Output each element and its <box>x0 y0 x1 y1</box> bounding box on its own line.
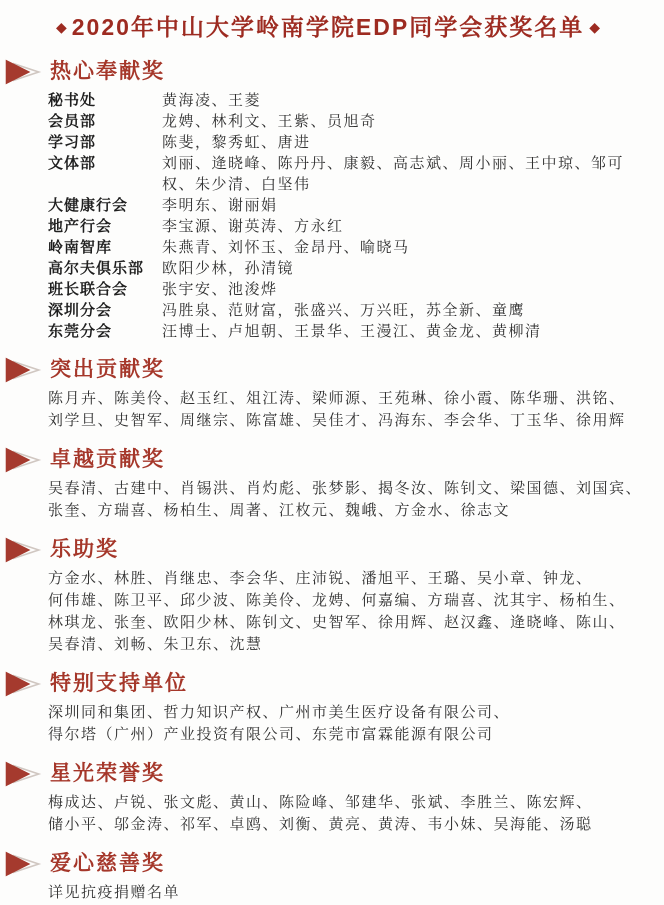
red-arrow-icon <box>0 58 46 86</box>
winner-names: 陈斐，黎秀虹、唐进 <box>162 134 311 151</box>
winner-names: 欧阳少林，孙清镜 <box>162 260 295 277</box>
red-arrow-icon <box>0 446 46 474</box>
winner-paragraph <box>0 388 656 432</box>
red-arrow-icon <box>0 356 46 384</box>
group-label: 高尔夫俱乐部 <box>48 260 145 277</box>
section-heading <box>0 760 656 788</box>
winner-names-line: 陈月卉、陈美伶、赵玉红、俎江涛、梁师源、王苑琳、徐小霞、陈华珊、洪铭、 <box>48 390 626 407</box>
section-title: 爱心慈善奖 <box>50 852 165 875</box>
award-row <box>48 321 656 342</box>
winner-names-line: 方金水、林胜、肖继忠、李会华、庄沛锐、潘旭平、王璐、吴小章、钟龙、 <box>48 570 593 587</box>
winner-names: 李明东、谢丽娟 <box>162 197 278 214</box>
section-title: 突出贡献奖 <box>50 358 165 381</box>
group-label: 地产行会 <box>48 218 113 235</box>
winner-names-line: 张奎、方瑞喜、杨柏生、周著、江枚元、魏峨、方金水、徐志文 <box>48 502 511 519</box>
section-tebie-zhichi-danwei <box>0 670 656 746</box>
group-label: 学习部 <box>48 134 97 151</box>
winner-names-line: 何伟雄、陈卫平、邱少波、陈美伶、龙娉、何嘉编、方瑞喜、沈其宇、杨柏生、 <box>48 592 626 609</box>
winner-names-line: 吴春清、古建中、肖锡洪、肖灼彪、张梦影、揭冬汝、陈钊文、梁国德、刘国宾、 <box>48 480 643 497</box>
section-heading <box>0 446 656 474</box>
red-arrow-icon <box>0 670 46 698</box>
section-xingguang-rongyu-jiang <box>0 760 656 836</box>
award-row <box>48 237 656 258</box>
group-label: 班长联合会 <box>48 281 129 298</box>
section-heading <box>0 58 656 86</box>
winner-names: 朱燕青、刘怀玉、金昂丹、喻晓马 <box>162 239 410 256</box>
section-title: 星光荣誉奖 <box>50 762 165 785</box>
group-label: 文体部 <box>48 155 97 172</box>
winner-names-line: 刘学旦、史智军、周继宗、陈富雄、吴佳才、冯海东、李会华、丁玉华、徐用辉 <box>48 412 626 429</box>
page-title-text: 2020年中山大学岭南学院EDP同学会获奖名单 <box>71 14 585 40</box>
group-label: 大健康行会 <box>48 197 129 214</box>
award-row <box>48 153 656 195</box>
title-right-diamond-icon: ◆ <box>589 19 601 35</box>
award-row <box>48 90 656 111</box>
winner-paragraph <box>0 568 656 656</box>
winner-names: 李宝源、谢英涛、方永红 <box>162 218 344 235</box>
winner-names: 冯胜泉、范财富，张盛兴、万兴旺，苏全新、童鹰 <box>162 302 526 319</box>
section-heading <box>0 850 656 878</box>
section-aixin-cishan-jiang <box>0 850 656 904</box>
winner-names: 刘丽、逄晓峰、陈丹丹、康毅、高志斌、周小丽、王中琼、邹可权、朱少清、白坚伟 <box>162 155 625 193</box>
section-title: 卓越贡献奖 <box>50 448 165 471</box>
section-tuchu-gongxian-jiang <box>0 356 656 432</box>
winner-paragraph <box>0 702 656 746</box>
winner-paragraph <box>0 478 656 522</box>
winner-names-line: 深圳同和集团、哲力知识产权、广州市美生医疗设备有限公司、 <box>48 704 511 721</box>
winner-names-line: 储小平、邬金涛、祁军、卓鸥、刘衡、黄亮、黄涛、韦小妹、吴海能、汤聪 <box>48 816 593 833</box>
red-arrow-icon <box>0 536 46 564</box>
group-label: 秘书处 <box>48 92 97 109</box>
group-label: 岭南智库 <box>48 239 113 256</box>
award-rows <box>0 90 656 342</box>
section-title: 乐助奖 <box>50 538 119 561</box>
red-arrow-icon <box>0 760 46 788</box>
winner-names-line: 梅成达、卢锐、张文彪、黄山、陈险峰、邹建华、张斌、李胜兰、陈宏辉、 <box>48 794 593 811</box>
award-row <box>48 216 656 237</box>
winner-names: 黄海凌、王菱 <box>162 92 262 109</box>
group-label: 东莞分会 <box>48 323 113 340</box>
group-label: 深圳分会 <box>48 302 113 319</box>
section-lezhu-jiang <box>0 536 656 656</box>
winner-names: 龙娉、林利文、王紫、员旭奇 <box>162 113 377 130</box>
winner-names-line: 林琪龙、张奎、欧阳少林、陈钊文、史智军、徐用辉、赵汉鑫、逄晓峰、陈山、 <box>48 614 626 631</box>
award-row <box>48 300 656 321</box>
sections-container <box>0 58 656 904</box>
award-row <box>48 258 656 279</box>
red-arrow-icon <box>0 850 46 878</box>
section-heading <box>0 536 656 564</box>
title-left-diamond-icon: ◆ <box>55 19 67 35</box>
winner-names-line: 详见抗疫捐赠名单 <box>48 884 181 901</box>
award-row <box>48 111 656 132</box>
winner-names: 张宇安、池浚烨 <box>162 281 278 298</box>
group-label: 会员部 <box>48 113 97 130</box>
section-heading <box>0 670 656 698</box>
section-heading <box>0 356 656 384</box>
page-title <box>0 10 656 44</box>
award-row <box>48 195 656 216</box>
award-row <box>48 279 656 300</box>
award-row <box>48 132 656 153</box>
winner-paragraph <box>0 792 656 836</box>
section-rexin-fengxian-jiang <box>0 58 656 342</box>
winner-names-line: 得尔塔（广州）产业投资有限公司、东莞市富霖能源有限公司 <box>48 726 494 743</box>
winner-paragraph <box>0 882 656 904</box>
section-title: 特别支持单位 <box>50 672 188 695</box>
section-title: 热心奉献奖 <box>50 60 165 83</box>
winner-names: 汪博士、卢旭朝、王景华、王漫江、黄金龙、黄柳清 <box>162 323 542 340</box>
winner-names-line: 吴春清、刘畅、朱卫东、沈慧 <box>48 636 263 653</box>
section-zhuoyue-gongxian-jiang <box>0 446 656 522</box>
